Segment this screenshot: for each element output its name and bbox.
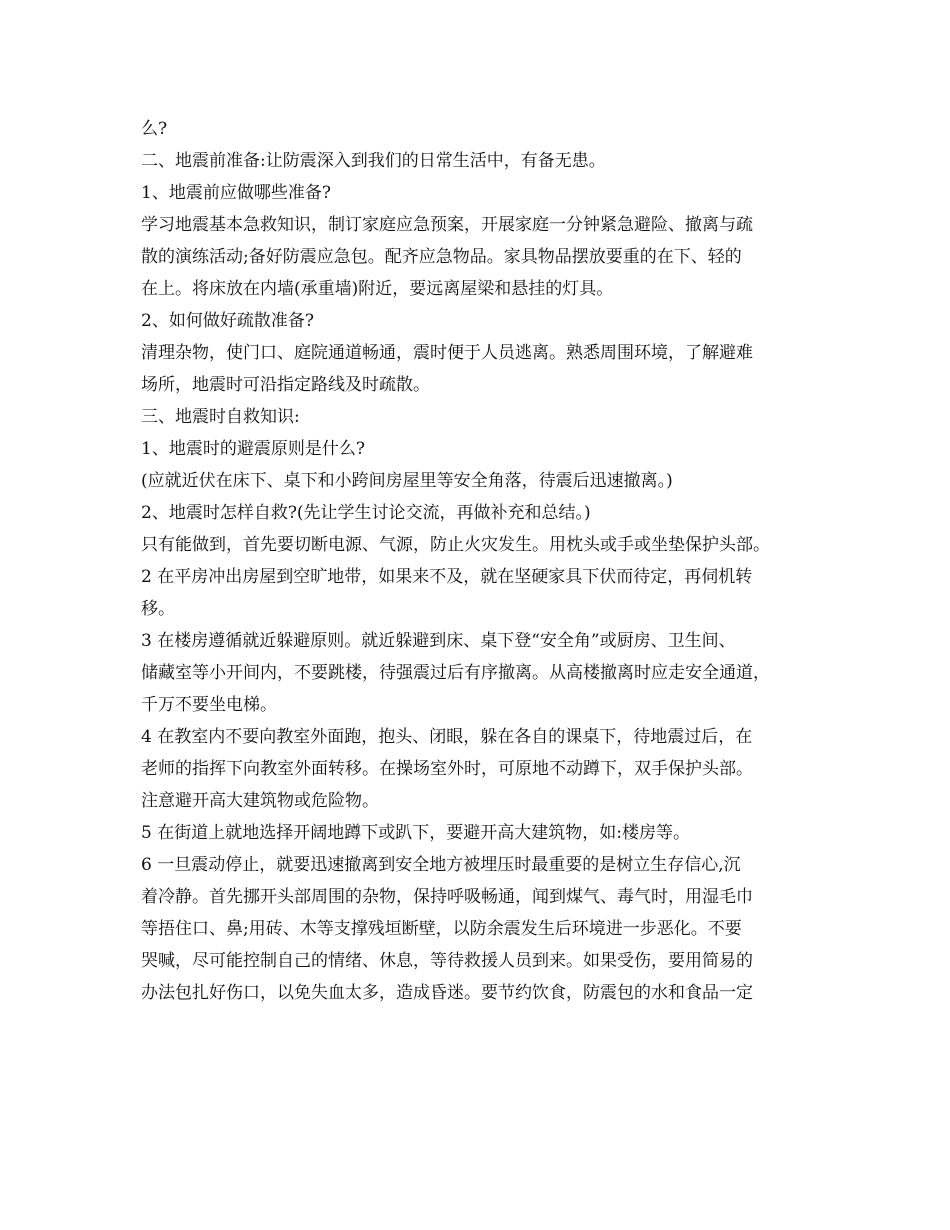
text-line: 储藏室等小开间内，不要跳楼，待强震过后有序撤离。从高楼撤离时应走安全通道， bbox=[141, 663, 770, 683]
text-line: 散的演练活动;备好防震应急包。配齐应急物品。家具物品摆放要重的在下、轻的 bbox=[141, 247, 742, 267]
question-heading: 1、地震时的避震原则是什么? bbox=[141, 439, 365, 459]
question-heading: 1、地震前应做哪些准备? bbox=[141, 183, 331, 203]
text-line: 么? bbox=[141, 119, 168, 139]
text-line: 2 在平房冲出房屋到空旷地带，如果来不及，就在坚硬家具下伏而待定，再伺机转 bbox=[141, 567, 753, 587]
text-line: 学习地震基本急救知识，制订家庭应急预案，开展家庭一分钟紧急避险、撤离与疏 bbox=[141, 215, 753, 235]
text-line: 6 一旦震动停止，就要迅速撤离到安全地方被埋压时最重要的是树立生存信心,沉 bbox=[141, 855, 741, 875]
text-line: 老师的指挥下向教室外面转移。在操场室外时，可原地不动蹲下，双手保护头部。 bbox=[141, 759, 753, 779]
text-line: 场所，地震时可沿指定路线及时疏散。 bbox=[141, 375, 430, 395]
text-line: 千万不要坐电梯。 bbox=[141, 695, 277, 715]
text-line: 办法包扎好伤口，以免失血太多，造成昏迷。要节约饮食，防震包的水和食品一定 bbox=[141, 983, 753, 1003]
text-line: 在上。将床放在内墙(承重墙)附近，要远离屋梁和悬挂的灯具。 bbox=[141, 279, 614, 299]
question-heading: 2、如何做好疏散准备? bbox=[141, 311, 314, 331]
question-heading: 2、地震时怎样自救?(先让学生讨论交流，再做补充和总结。) bbox=[141, 503, 591, 523]
document-body bbox=[141, 113, 821, 1009]
text-line: 注意避开高大建筑物或危险物。 bbox=[141, 791, 379, 811]
text-line: 哭喊，尽可能控制自己的情绪、休息，等待救援人员到来。如果受伤，要用简易的 bbox=[141, 951, 753, 971]
text-line: 清理杂物，使门口、庭院通道畅通，震时便于人员逃离。熟悉周围环境，了解避难 bbox=[141, 343, 753, 363]
text-line: (应就近伏在床下、桌下和小跨间房屋里等安全角落，待震后迅速撤离。) bbox=[141, 471, 673, 491]
text-line: 只有能做到，首先要切断电源、气源，防止火灾发生。用枕头或手或坐垫保护头部。 bbox=[141, 535, 770, 555]
text-line: 移。 bbox=[141, 599, 175, 619]
text-line: 4 在教室内不要向教室外面跑，抱头、闭眼，躲在各自的课桌下，待地震过后，在 bbox=[141, 727, 753, 747]
section-heading: 二、地震前准备:让防震深入到我们的日常生活中，有备无患。 bbox=[141, 151, 606, 171]
text-line: 5 在街道上就地选择开阔地蹲下或趴下，要避开高大建筑物，如:楼房等。 bbox=[141, 823, 690, 843]
text-line: 着冷静。首先挪开头部周围的杂物，保持呼吸畅通，闻到煤气、毒气时，用湿毛巾 bbox=[141, 887, 753, 907]
section-heading: 三、地震时自救知识: bbox=[141, 407, 300, 427]
text-line: 等捂住口、鼻;用砖、木等支撑残垣断壁，以防余震发生后环境进一步恶化。不要 bbox=[141, 919, 742, 939]
text-line: 3 在楼房遵循就近躲避原则。就近躲避到床、桌下登“安全角”或厨房、卫生间、 bbox=[141, 631, 736, 651]
